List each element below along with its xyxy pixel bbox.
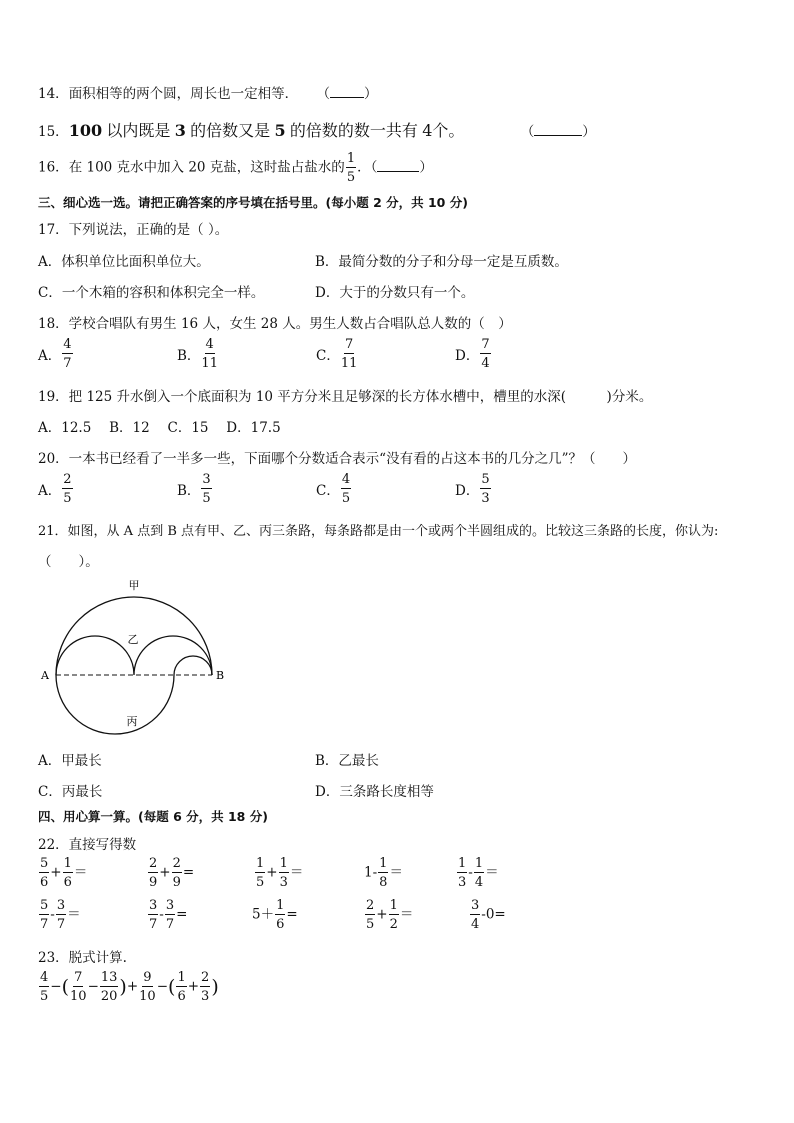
q19-options[interactable]: A．12.5 B．12 C．15 D．17.5 xyxy=(38,420,281,436)
q18-option-d[interactable]: D． $\frac{7}{4}$ xyxy=(455,337,490,371)
question-15: 15．100 以内既是 3 的倍数又是 5 的倍数的数一共有 4个。 （ ） xyxy=(38,121,596,140)
q21-option-d[interactable]: D．三条路长度相等 xyxy=(315,784,434,800)
q18-option-c[interactable]: C． $\frac{7}{11}$ xyxy=(316,337,358,371)
calc-item[interactable]: $\frac{5}{7}$ - $\frac{3}{7}$ ＝ xyxy=(40,898,81,932)
q20-option-d[interactable]: D． $\frac{5}{3}$ xyxy=(455,472,490,506)
section-3-title: 三、细心选一选。请把正确答案的序号填在括号里。(每小题 2 分，共 10 分) xyxy=(38,195,468,210)
fraction: $\frac{5}{3}$ xyxy=(481,472,490,506)
label-yi: 乙 xyxy=(127,633,139,646)
calc-item[interactable]: $\frac{2}{5}$ + $\frac{1}{2}$ ＝ xyxy=(366,898,414,932)
q21-option-b[interactable]: B．乙最长 xyxy=(315,753,379,769)
label-bing: 丙 xyxy=(126,715,138,728)
calc-item[interactable]: 5＋ $\frac{1}{6}$ = xyxy=(252,898,298,932)
calc-item[interactable]: $\frac{5}{6}$ + $\frac{1}{6}$ ＝ xyxy=(40,856,88,890)
question-23: 23．脱式计算. xyxy=(38,950,127,966)
q20-option-c[interactable]: C． $\frac{4}{5}$ xyxy=(316,472,351,506)
fraction: $\frac{1}{5}$ xyxy=(346,151,356,185)
fraction: $\frac{2}{5}$ xyxy=(63,472,72,506)
question-18: 18．学校合唱队有男生 16 人，女生 28 人。男生人数占合唱队总人数的（ ） xyxy=(38,316,512,332)
calc-item[interactable]: $\frac{1}{3}$ - $\frac{1}{4}$ ＝ xyxy=(458,856,499,890)
question-19: 19．把 125 升水倒入一个底面积为 10 平方分米且足够深的长方体水槽中，槽里的水深( )分米。 xyxy=(38,389,653,405)
fraction: $\frac{4}{5}$ xyxy=(341,472,351,506)
question-22: 22．直接写得数 xyxy=(38,837,137,853)
label-jia: 甲 xyxy=(128,579,140,592)
fraction: $\frac{7}{11}$ xyxy=(340,337,358,371)
question-20: 20．一本书已经看了一半多一些，下面哪个分数适合表示“没有看的占这本书的几分之几”？（ ） xyxy=(38,451,636,467)
calc-item[interactable]: $\frac{3}{7}$ - $\frac{3}{7}$ = xyxy=(149,898,188,932)
q18-option-a[interactable]: A． $\frac{4}{7}$ xyxy=(38,337,72,371)
calc-item[interactable]: 1- $\frac{1}{8}$ ＝ xyxy=(364,856,403,890)
q17-option-b[interactable]: B．最简分数的分子和分母一定是互质数。 xyxy=(315,254,568,270)
path-diagram xyxy=(36,575,236,740)
q17-option-c[interactable]: C．一个木箱的容积和体积完全一样。 xyxy=(38,285,265,301)
question-21: 21．如图，从 A 点到 B 点有甲、乙、丙三条路，每条路都是由一个或两个半圆组成的。比较这三条路的长度，你认为: xyxy=(38,524,719,539)
label-b: B xyxy=(216,669,225,682)
q17-option-d[interactable]: D．大于的分数只有一个。 xyxy=(315,285,475,301)
question-14: 14．面积相等的两个圆，周长也一定相等． （ ） xyxy=(38,86,378,102)
question-16: 16．在 100 克水中加入 20 克盐，这时盐占盐水的 $\frac{1}{5}$ ．（ ） xyxy=(38,151,433,185)
q21-option-a[interactable]: A．甲最长 xyxy=(38,753,102,769)
calc-item[interactable]: $\frac{1}{5}$ + $\frac{1}{3}$ ＝ xyxy=(256,856,304,890)
q20-option-a[interactable]: A． $\frac{2}{5}$ xyxy=(38,472,72,506)
question-17: 17．下列说法，正确的是（ ）。 xyxy=(38,222,229,238)
label-a: A xyxy=(41,669,49,682)
q18-option-b[interactable]: B． $\frac{4}{11}$ xyxy=(177,337,218,371)
calc-item[interactable]: $\frac{3}{4}$ -0= xyxy=(471,898,506,932)
fraction: $\frac{4}{7}$ xyxy=(63,337,72,371)
q21-option-c[interactable]: C．丙最长 xyxy=(38,784,103,800)
q17-option-a[interactable]: A．体积单位比面积单位大。 xyxy=(38,254,210,270)
calc-item[interactable]: $\frac{2}{9}$ + $\frac{2}{9}$ = xyxy=(149,856,195,890)
section-4-title: 四、用心算一算。(每题 6 分，共 18 分) xyxy=(38,809,268,824)
q20-option-b[interactable]: B． $\frac{3}{5}$ xyxy=(177,472,211,506)
answer-blank[interactable] xyxy=(534,123,582,136)
answer-blank[interactable] xyxy=(377,159,419,172)
fraction: $\frac{4}{11}$ xyxy=(201,337,218,371)
question-21-blank[interactable]: （ ）。 xyxy=(38,554,99,570)
expression[interactable]: $\frac{4}{5}$ −( $\frac{7}{10}$ − $\frac{13}{20}$ )+ $\frac{9}{10}$ −( $\frac{1}{6}$ + $\frac{2}{3}$ ) xyxy=(40,970,219,1004)
answer-blank[interactable] xyxy=(330,85,364,98)
fraction: $\frac{3}{5}$ xyxy=(202,472,211,506)
fraction: $\frac{7}{4}$ xyxy=(481,337,490,371)
